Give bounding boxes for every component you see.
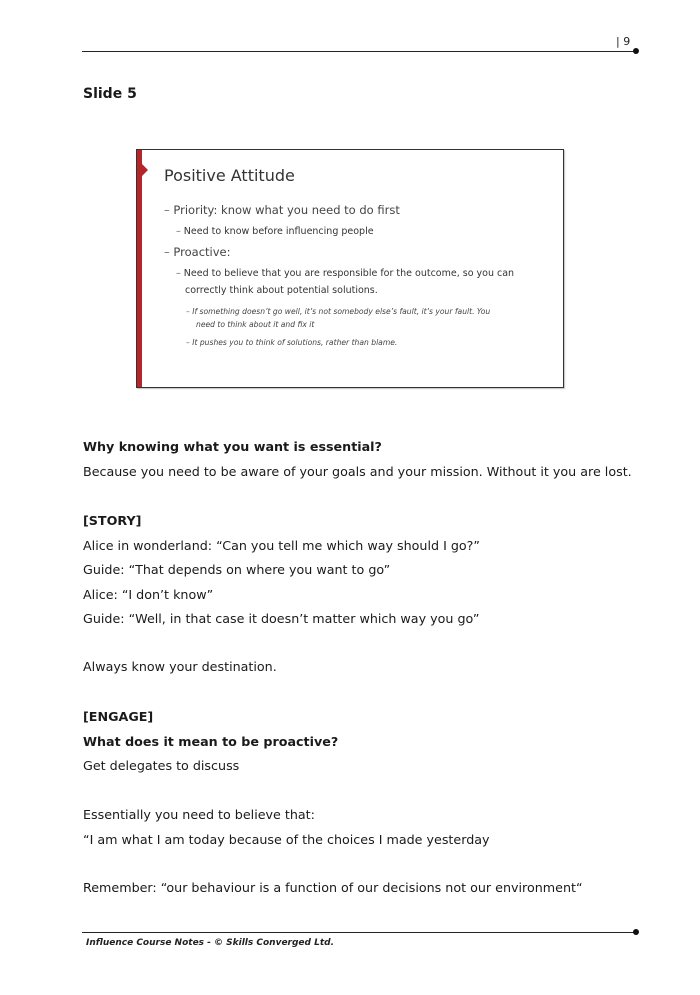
- slide-bullet: – Priority: know what you need to do first: [164, 203, 400, 217]
- answer-text: Get delegates to discuss: [83, 758, 240, 773]
- story-line: Alice: “I don’t know”: [83, 587, 214, 602]
- header-rule: [82, 51, 635, 52]
- belief-intro: Essentially you need to believe that:: [83, 807, 315, 822]
- slide-detail-bullet: – It pushes you to think of solutions, rather than blame.: [186, 338, 398, 347]
- answer-text: Because you need to be aware of your goals and your mission. Without it you are lost.: [83, 464, 632, 479]
- page-number: | 9: [616, 35, 631, 48]
- footer-rule-dot: [633, 929, 639, 935]
- slide-sub-bullet: – Need to believe that you are responsible for the outcome, so you can: [176, 268, 515, 279]
- slide-accent-arrow: [142, 164, 148, 176]
- footer-text: Influence Course Notes - © Skills Converged Ltd.: [86, 938, 335, 948]
- slide-label: Slide 5: [83, 86, 137, 102]
- slide-thumbnail: [136, 149, 564, 388]
- footer-rule: [82, 932, 635, 933]
- destination-text: Always know your destination.: [83, 659, 277, 674]
- belief-quote: “I am what I am today because of the choices I made yesterday: [83, 832, 490, 847]
- story-line: Guide: “That depends on where you want to go”: [83, 562, 391, 577]
- story-line: Guide: “Well, in that case it doesn’t matter which way you go”: [83, 611, 480, 626]
- story-tag: [STORY]: [83, 513, 142, 528]
- remember-text: Remember: “our behaviour is a function of our decisions not our environment“: [83, 880, 583, 895]
- slide-sub-bullet-continuation: correctly think about potential solutions.: [185, 285, 378, 296]
- slide-accent-bar: [137, 150, 142, 387]
- slide-detail-bullet: – If something doesn’t go well, it’s not somebody else’s fault, it’s your fault. You need to think about it and fix it: [186, 307, 491, 329]
- header-rule-dot: [633, 48, 639, 54]
- slide-title: Positive Attitude: [164, 166, 295, 185]
- question-heading: Why knowing what you want is essential?: [83, 439, 382, 454]
- story-line: Alice in wonderland: “Can you tell me which way should I go?”: [83, 538, 480, 553]
- question-heading: What does it mean to be proactive?: [83, 734, 339, 749]
- slide-bullet: – Proactive:: [164, 245, 231, 259]
- engage-tag: [ENGAGE]: [83, 709, 154, 724]
- slide-sub-bullet: – Need to know before influencing people: [176, 226, 374, 237]
